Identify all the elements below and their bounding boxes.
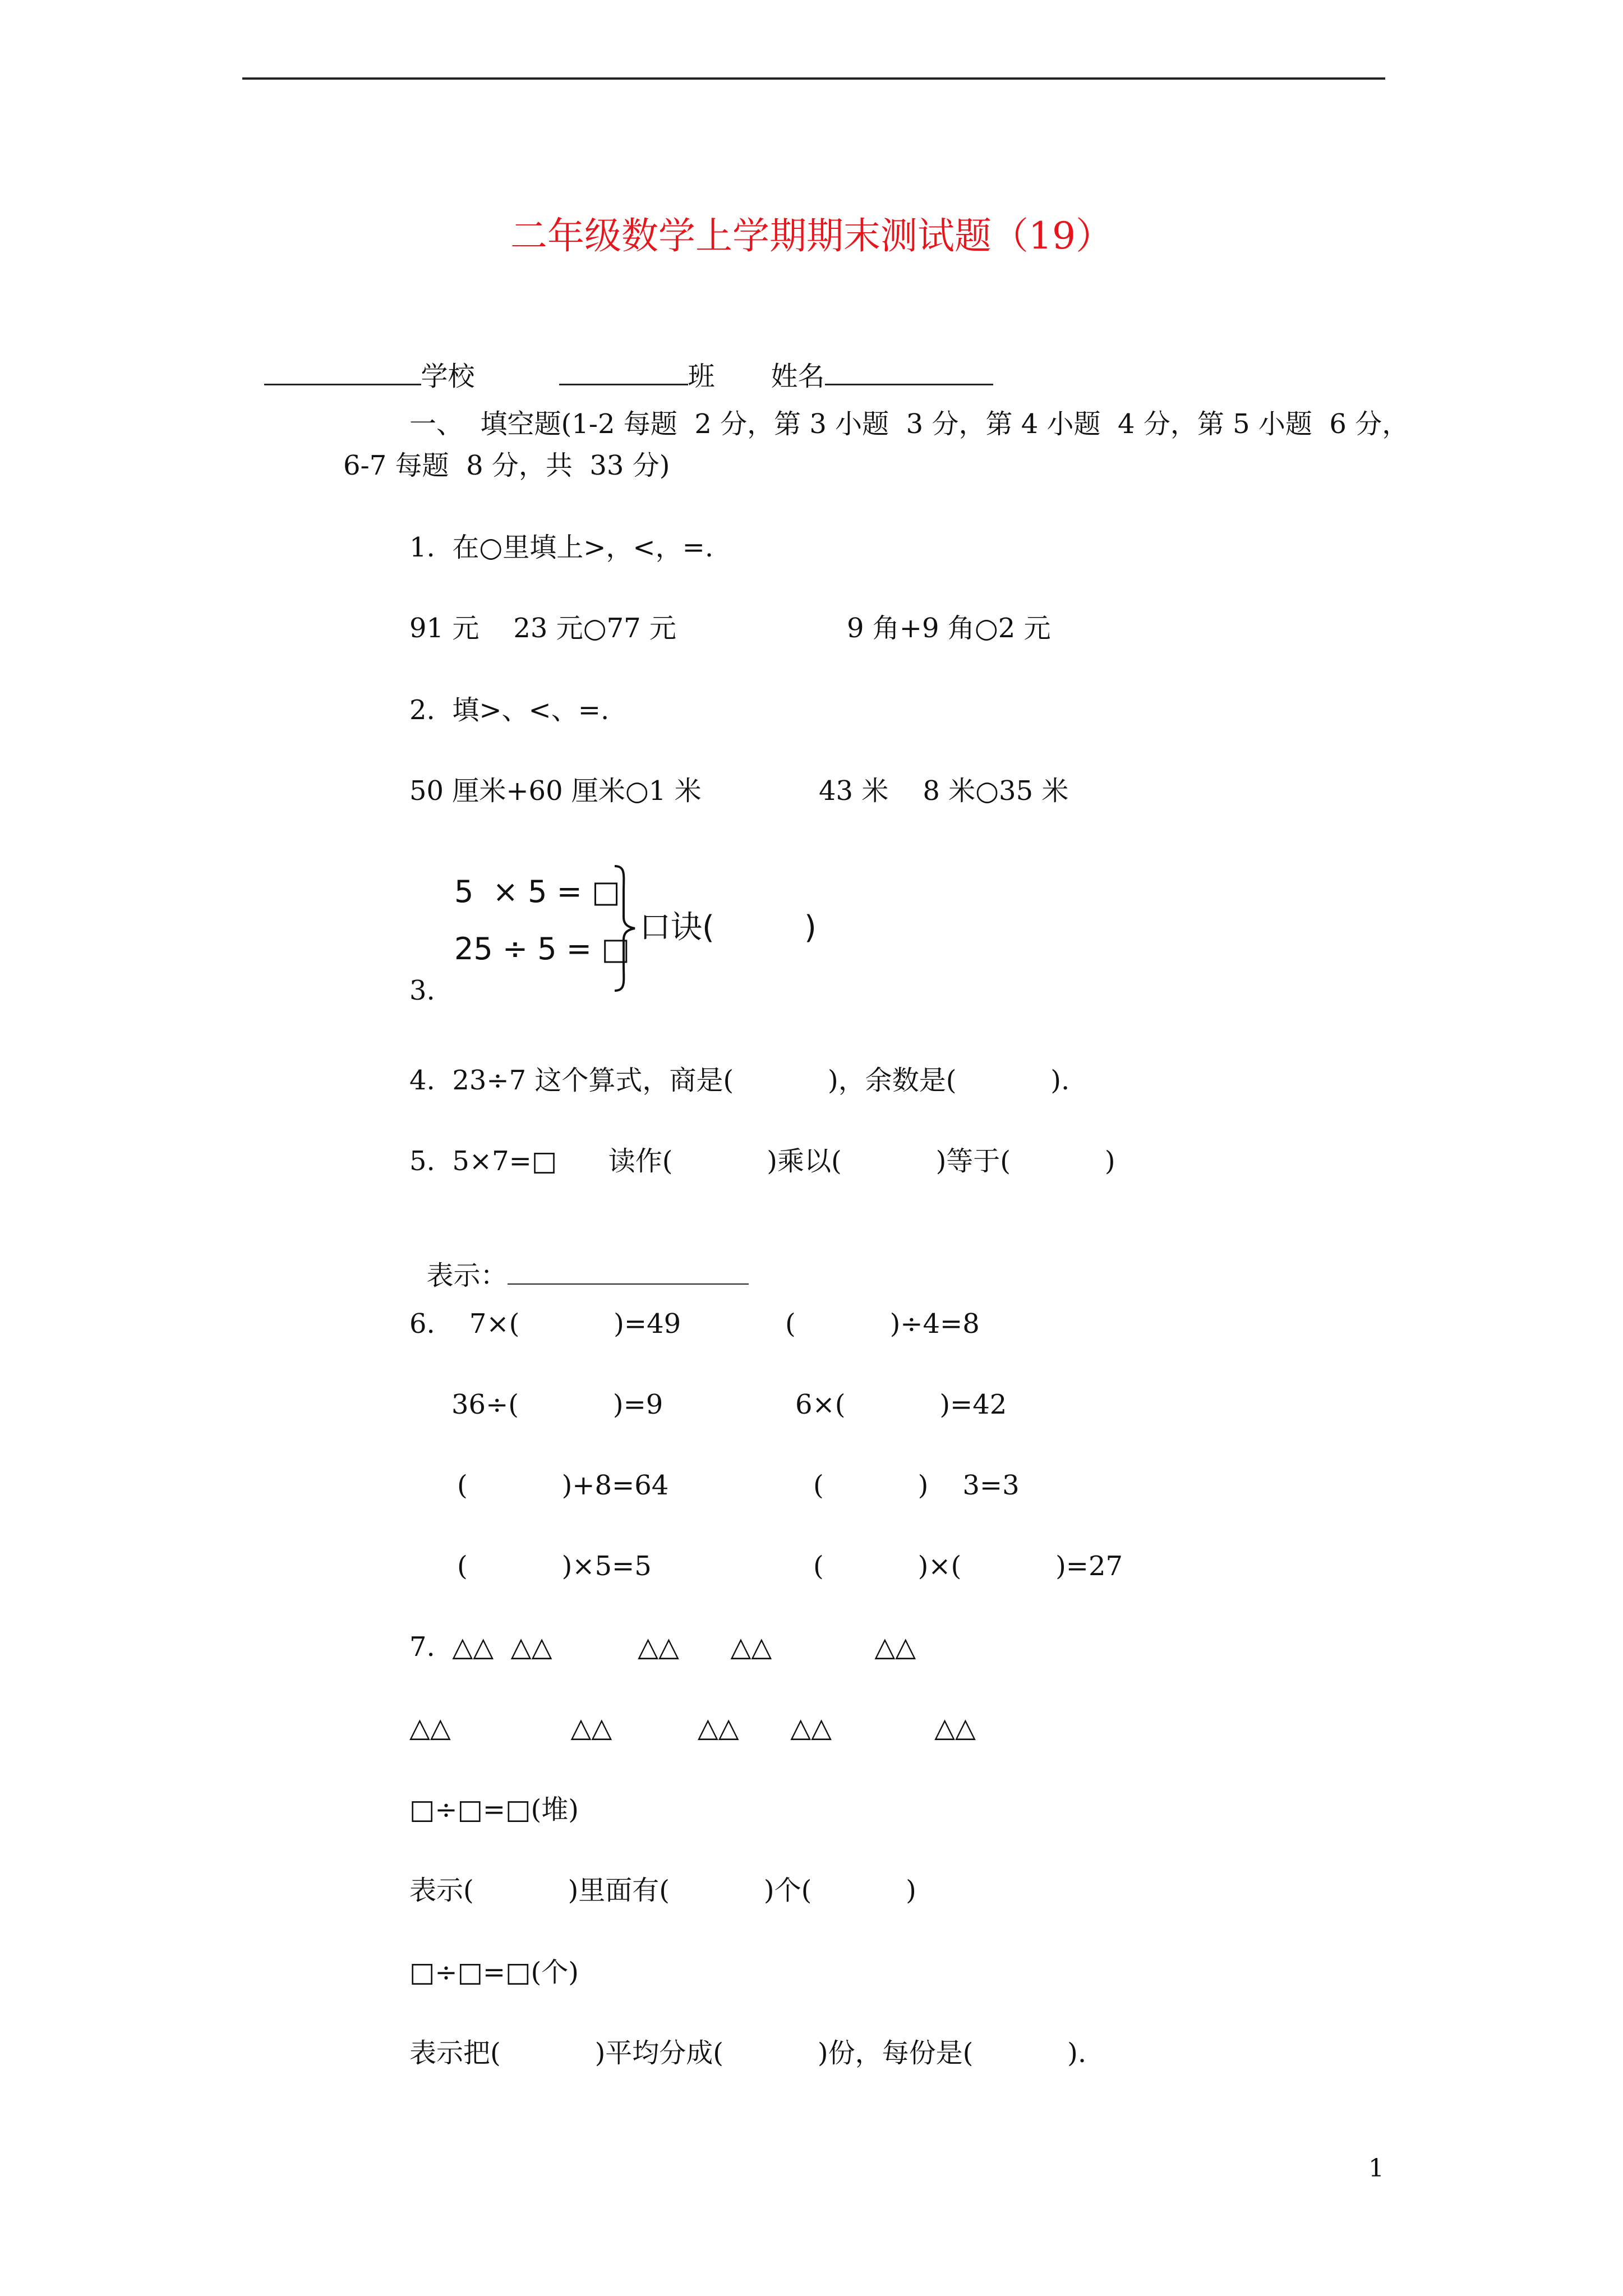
q6-row1-b: ( )÷4=8 (785, 1308, 980, 1340)
q7-meaning-b: 表示把( )平均分成( )份，每份是( ). (409, 2037, 1087, 2069)
q5-show-label: 表示： (426, 1260, 508, 1291)
q2-prompt: 2. 填>、<、=. (409, 694, 610, 726)
q6-row3-b: ( ) 3=3 (813, 1470, 1020, 1501)
q6-row2-b: 6×( )=42 (795, 1389, 1007, 1420)
q4-prompt: 4. 23÷7 这个算式，商是( )，余数是( ). (409, 1065, 1070, 1096)
q7-meaning-a: 表示( )里面有( )个( ) (409, 1875, 916, 1906)
school-blank[interactable] (264, 359, 421, 385)
q6-row2-a: 36÷( )=9 (451, 1389, 663, 1420)
q3-equation-2: 25 ÷ 5 = □ (454, 931, 630, 967)
class-label: 班 (688, 361, 715, 392)
q7-equation-a: □÷□=□(堆) (409, 1794, 579, 1825)
q7-triangles-row1: 7. △△ △△ △△ △△ △△ (409, 1631, 916, 1663)
name-label: 姓名 (771, 361, 825, 392)
q5-show-line (409, 1225, 749, 1292)
q2-item-b: 43 米 8 米○35 米 (819, 775, 1069, 807)
page-title: 二年级数学上学期期末测试题（19） (510, 214, 1113, 257)
q1-prompt: 1. 在○里填上>，<，=. (409, 532, 714, 563)
q5-answer-blank[interactable] (508, 1259, 749, 1285)
section1-heading-line2: 6-7 每题 8 分，共 33 分) (343, 450, 670, 481)
q6-row4-b: ( )×( )=27 (813, 1550, 1123, 1582)
right-brace-icon (611, 864, 639, 993)
q7-triangles-row2: △△ △△ △△ △△ △△ (409, 1712, 976, 1743)
q1-item-a: 91 元 23 元○77 元 (409, 613, 676, 644)
section1-heading-line1: 一、 填空题(1-2 每题 2 分，第 3 小题 3 分，第 4 小题 4 分，第 5 小题 6 分， (409, 408, 1409, 440)
q6-row1-a: 6. 7×( )=49 (409, 1308, 681, 1340)
student-info-line (247, 325, 993, 393)
header-rule (242, 77, 1385, 80)
name-blank[interactable] (825, 359, 993, 385)
q3-equation-1: 5 × 5 = □ (454, 874, 621, 909)
q6-row4-a: ( )×5=5 (457, 1550, 652, 1582)
q3-koujue-label: 口诀( ) (639, 909, 817, 946)
q6-row3-a: ( )+8=64 (457, 1470, 669, 1501)
school-label: 学校 (421, 361, 475, 392)
q7-equation-b: □÷□=□(个) (409, 1957, 579, 1988)
page-number: 1 (1368, 2154, 1384, 2183)
q1-item-b: 9 角+9 角○2 元 (847, 613, 1051, 644)
class-blank[interactable] (559, 359, 688, 385)
q5-prompt: 5. 5×7=□ 读作( )乘以( )等于( ) (409, 1145, 1115, 1177)
q2-item-a: 50 厘米+60 厘米○1 米 (409, 775, 702, 807)
q3-number: 3. (409, 975, 435, 1006)
